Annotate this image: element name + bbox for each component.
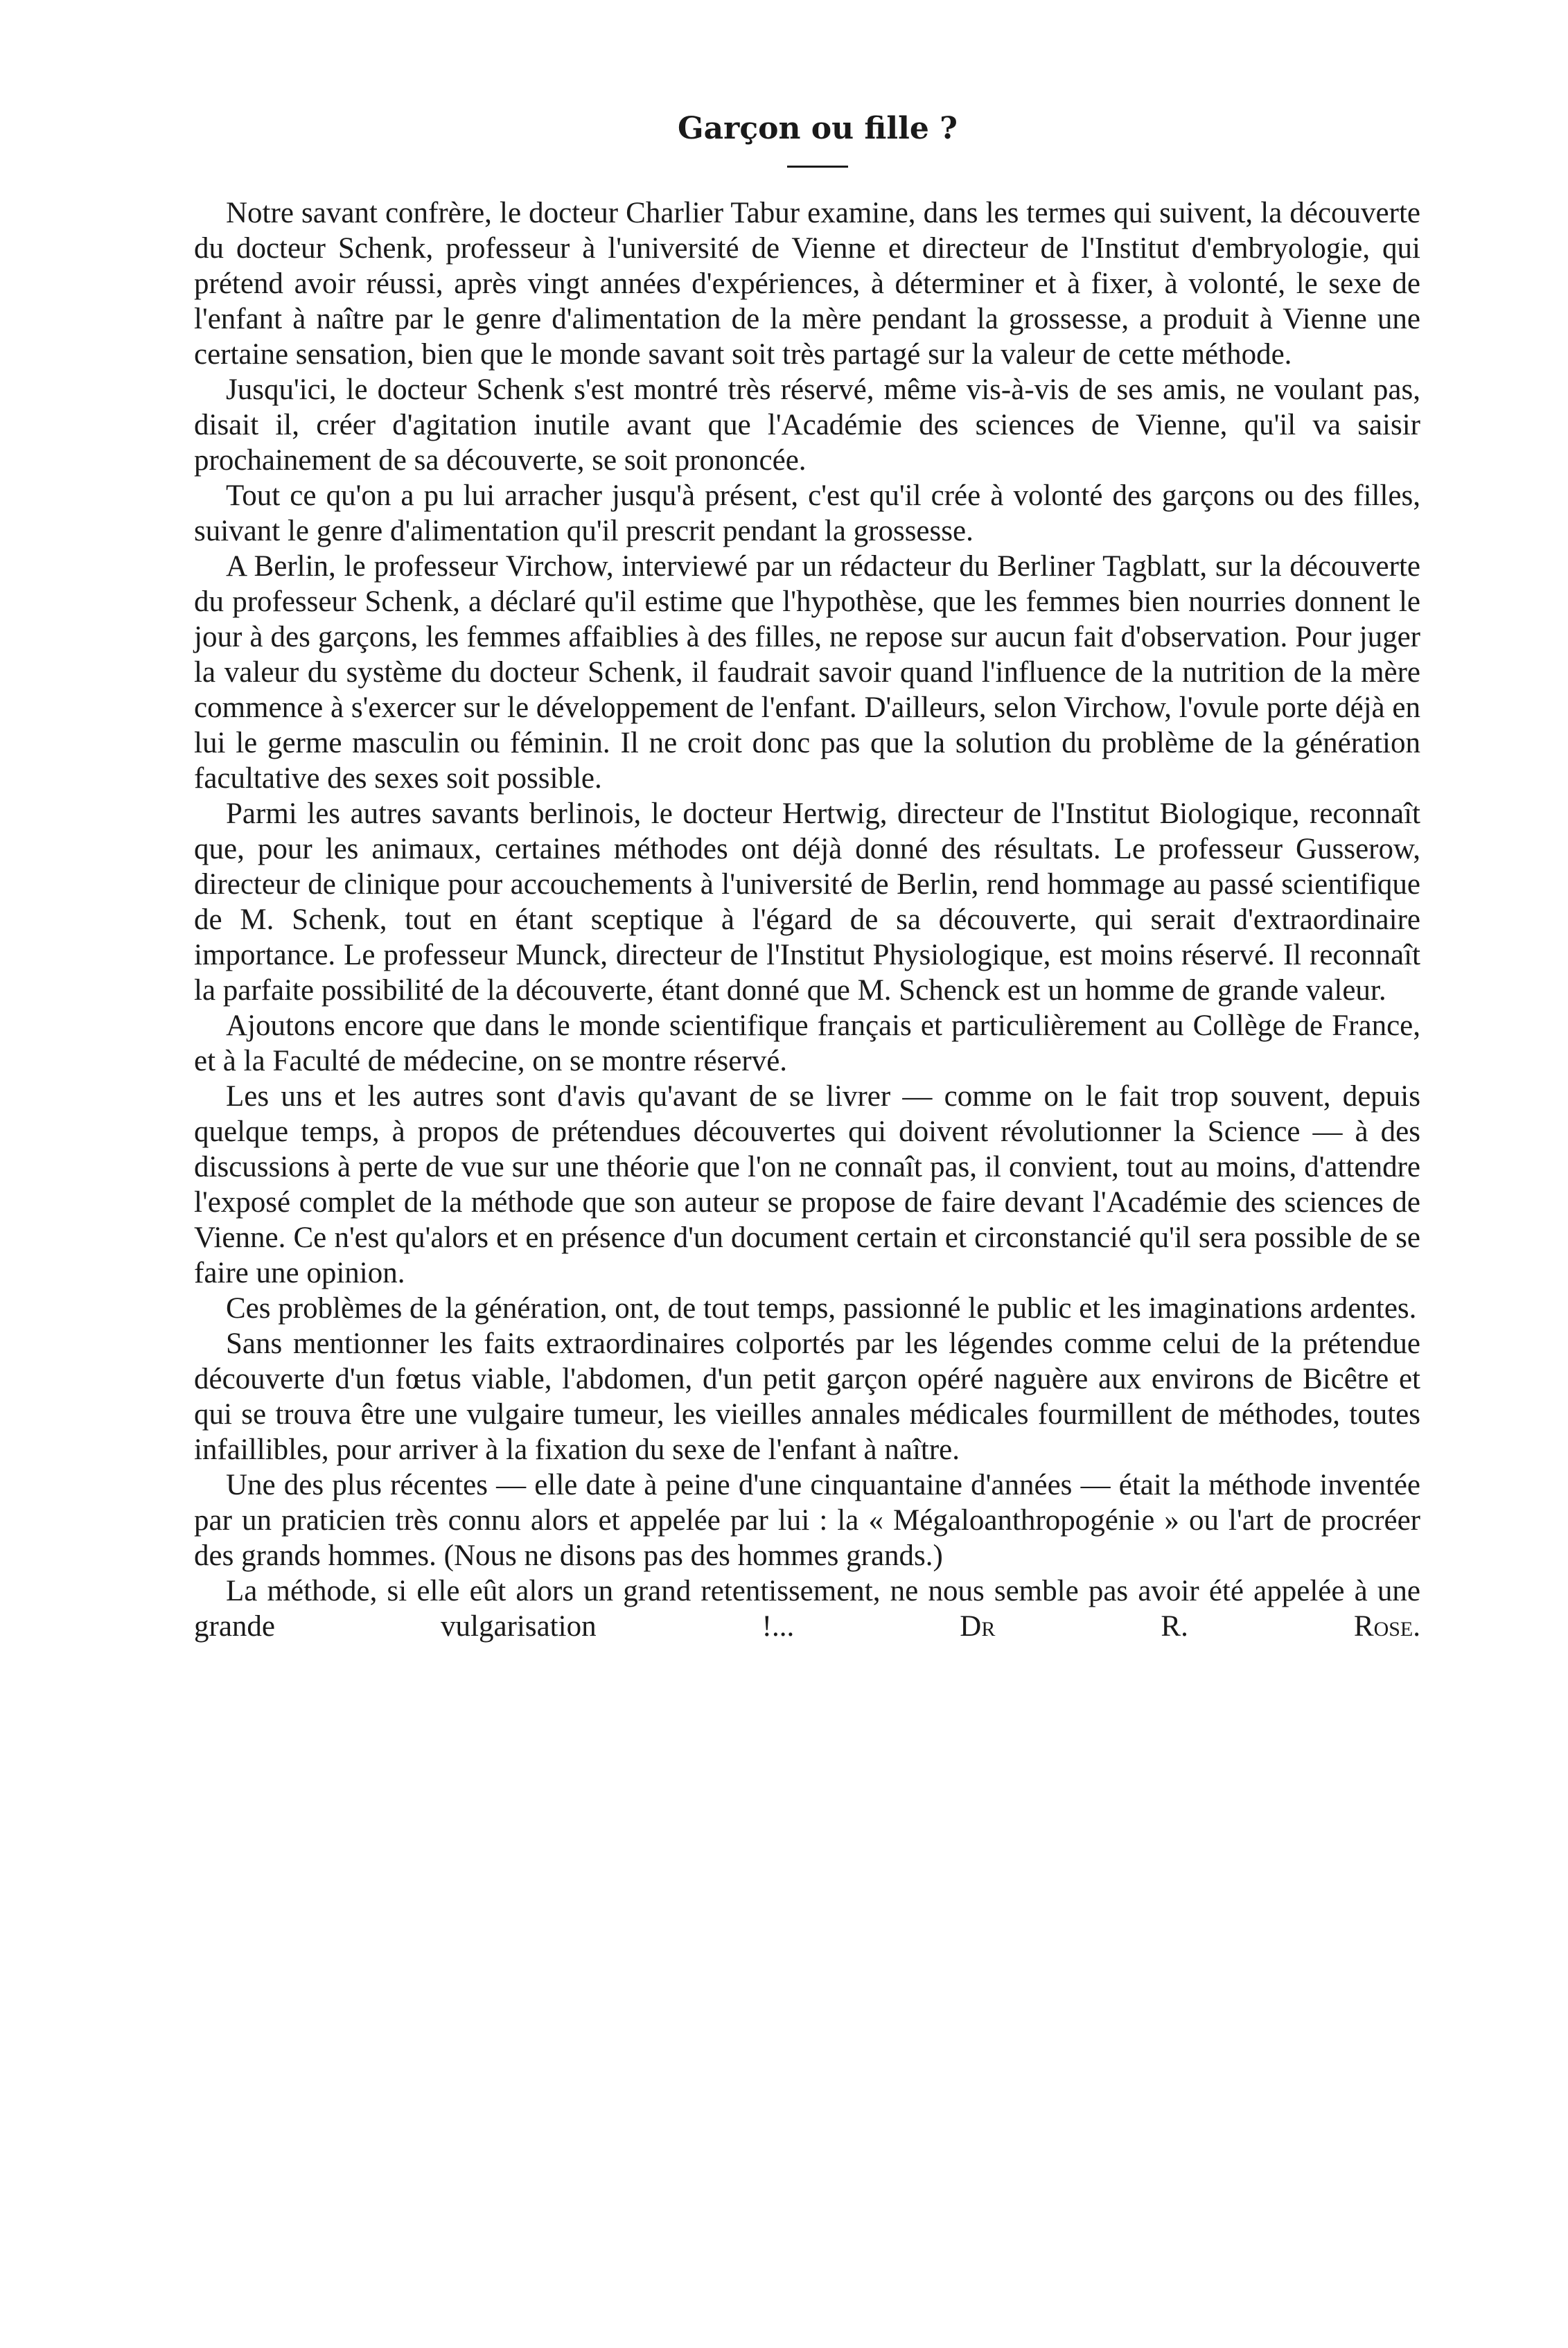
paragraph-1: Notre savant confrère, le docteur Charlier Tabur examine, dans les termes qui suivent, la découverte du docteur Schenk, professeur à l'université de Vienne et directeur de l'Institut d'embryologie, qui prétend avoir réussi, après vingt années d'expériences, à déterminer et à fixer, à volonté, le sexe de l'enfant à naître par le genre d'alimentation de la mère pendant la grossesse, a produit à Vienne une certaine sensation, bien que le monde savant soit très partagé sur la valeur de cette méthode. xyxy=(194,196,1420,371)
paragraph-10: Une des plus récentes — elle date à peine d'une cinquantaine d'années — était la méthode inventée par un praticien très connu alors et appelée par lui : la « Mégaloanthropogénie » ou l'art de procréer des grands hommes. (Nous ne disons pas des hommes grands.) xyxy=(194,1468,1420,1572)
paragraph-7: Les uns et les autres sont d'avis qu'avant de se livrer — comme on le fait trop souvent, depuis quelque temps, à propos de prétendues découvertes qui doivent révolutionner la Science — à des discussions à perte de vue sur une théorie que l'on ne connaît pas, il convient, tout au moins, d'attendre l'exposé complet de la méthode que son auteur se propose de faire devant l'Académie des sciences de Vienne. Ce n'est qu'alors et en présence d'un document certain et circonstancié qu'il sera possible de se faire une opinion. xyxy=(194,1079,1420,1289)
article xyxy=(194,111,1420,1644)
paragraph-3: Tout ce qu'on a pu lui arracher jusqu'à présent, c'est qu'il crée à volonté des garçons ou des filles, suivant le genre d'alimentation qu'il prescrit pendant la grossesse. xyxy=(194,479,1420,547)
paragraph-8: Ces problèmes de la génération, ont, de tout temps, passionné le public et les imaginations ardentes. xyxy=(226,1291,1417,1325)
paragraph-4: A Berlin, le professeur Virchow, interviewé par un rédacteur du Berliner Tagblatt, sur la découverte du professeur Schenk, a déclaré qu'il estime que l'hypothèse, que les femmes bien nourries donnent le jour à des garçons, les femmes affaiblies à des filles, ne repose sur aucun fait d'observation. Pour juger la valeur du système du docteur Schenk, il faudrait savoir quand l'influence de la nutrition de la mère commence à s'exercer sur le développement de l'enfant. D'ailleurs, selon Virchow, l'ovule porte déjà en lui le germe masculin ou féminin. Il ne croit donc pas que la solution du problème de la génération facultative des sexes soit possible. xyxy=(194,549,1420,795)
paragraph-11-text: La méthode, si elle eût alors un grand retentissement, ne nous semble pas avoir été appelée à une grande vulgarisation !... xyxy=(194,1574,1420,1643)
paragraph-9: Sans mentionner les faits extraordinaires colportés par les légendes comme celui de la prétendue découverte d'un fœtus viable, l'abdomen, d'un petit garçon opéré naguère aux environs de Bicêtre et qui se trouva être une vulgaire tumeur, les vieilles annales médicales fourmillent de méthodes, toutes infaillibles, pour arriver à la fixation du sexe de l'enfant à naître. xyxy=(194,1327,1420,1466)
paragraph-11 xyxy=(194,1573,1420,1644)
article-title: Garçon ou fille ? xyxy=(678,111,958,146)
author-signature: Dr R. Rose. xyxy=(960,1609,1420,1643)
title-rule xyxy=(787,166,848,168)
paragraph-6: Ajoutons encore que dans le monde scientifique français et particulièrement au Collège de France, et à la Faculté de médecine, on se montre réservé. xyxy=(194,1009,1420,1077)
paragraph-2: Jusqu'ici, le docteur Schenk s'est montré très réservé, même vis-à-vis de ses amis, ne voulant pas, disait il, créer d'agitation inutile avant que l'Académie des sciences de Vienne, qu'il va saisir prochainement de sa découverte, se soit prononcée. xyxy=(194,373,1420,477)
paragraph-5: Parmi les autres savants berlinois, le docteur Hertwig, directeur de l'Institut Biologique, reconnaît que, pour les animaux, certaines méthodes ont déjà donné des résultats. Le professeur Gusserow, directeur de clinique pour accouchements à l'université de Berlin, rend hommage au passé scientifique de M. Schenk, tout en étant sceptique à l'égard de sa découverte, qui serait d'extraordinaire importance. Le professeur Munck, directeur de l'Institut Physiologique, est moins réservé. Il reconnaît la parfaite possibilité de la découverte, étant donné que M. Schenck est un homme de grande valeur. xyxy=(194,797,1420,1007)
